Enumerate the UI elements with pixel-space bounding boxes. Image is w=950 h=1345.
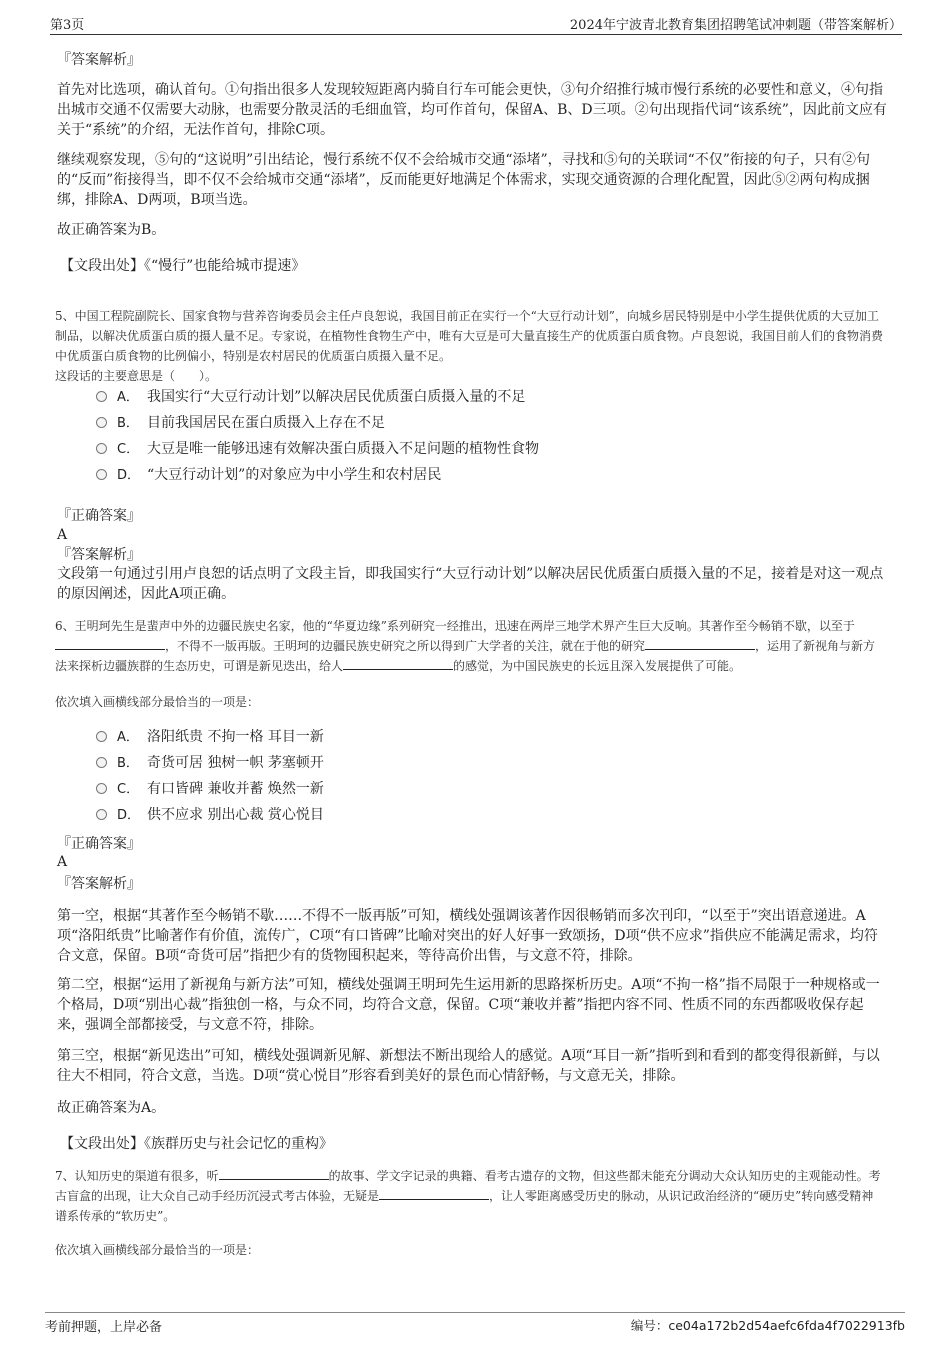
page-number: 第3页 <box>50 18 85 33</box>
option-text: 大豆是唯一能够迅速有效解决蛋白质摄入不足问题的植物性食物 <box>147 441 539 457</box>
fill-blank[interactable] <box>219 1167 329 1180</box>
q4-source: 【文段出处】《“慢行”也能给城市提速》 <box>60 258 306 274</box>
radio-icon[interactable] <box>96 809 107 820</box>
q6-answer-label: 『正确答案』 <box>57 836 141 852</box>
q4-analysis-label: 『答案解析』 <box>57 52 141 68</box>
fill-blank[interactable] <box>645 637 755 650</box>
q6-analysis-p1: 第一空，根据“其著作至今畅销不歇……不得不一版再版”可知，横线处强调该著作因很畅销而多次刊印，“以至于”突出语意递进。A项“洛阳纸贵”比喻著作有价值，流传广，C项“有口皆碑”比喻对突出的好人好事一致颂扬，D项“供不应求”指供应不能满足需求，均符合文意，保留。B项“奇货可居”指把少有的货物囤积起来，等待高价出售，与文意不符，排除。 <box>57 908 878 964</box>
option-letter: D． <box>117 808 141 823</box>
q5-option-d[interactable] <box>96 464 441 486</box>
q5-question: 这段话的主要意思是（ ）。 <box>55 369 218 383</box>
q6-stem-part: 6、王明珂先生是蜚声中外的边疆民族史名家，他的“华夏边缘”系列研究一经推出，迅速在两岸三地学术界产生巨大反响。其著作至今畅销不歇，以至于 <box>55 619 855 633</box>
footer-code <box>631 1316 905 1334</box>
radio-icon[interactable] <box>96 391 107 402</box>
q6-stem-part: ，运用了新视角与新方法来探析边疆族群的生态历史，可谓是新见迭出，给人 <box>55 639 876 673</box>
q5-answer: A <box>57 527 68 543</box>
q6-answer: A <box>57 854 68 870</box>
fill-blank[interactable] <box>379 1187 489 1200</box>
q7-prompt: 依次填入画横线部分最恰当的一项是： <box>55 1243 260 1257</box>
radio-icon[interactable] <box>96 469 107 480</box>
q6-stem-part: ，不得不一版再版。王明珂的边疆民族史研究之所以得到广大学者的关注，就在于他的研究 <box>165 639 646 653</box>
q6-analysis-label: 『答案解析』 <box>57 876 141 892</box>
option-text: 有口皆碑 兼收并蓄 焕然一新 <box>147 781 324 797</box>
q7-stem <box>55 1166 885 1226</box>
q6-option-b[interactable] <box>96 752 324 774</box>
q4-analysis-p2: 继续观察发现，⑤句的“这说明”引出结论，慢行系统不仅不会给城市交通“添堵”，寻找和⑤句的关联词“不仅”衔接的句子，只有②句的“反而”衔接得当，即不仅不会给城市交通“添堵”，反而能更好地满足个体需求，实现交通资源的合理化配置，因此⑤②两句构成捆绑，排除A、D两项，B项当选。 <box>57 152 870 208</box>
q6-stem <box>55 616 885 676</box>
q7-stem-part: 7、认知历史的渠道有很多，听 <box>55 1169 219 1183</box>
q6-source: 【文段出处】《族群历史与社会记忆的重构》 <box>60 1136 333 1152</box>
radio-icon[interactable] <box>96 443 107 454</box>
radio-icon[interactable] <box>96 757 107 768</box>
option-text: 目前我国居民在蛋白质摄入上存在不足 <box>147 415 385 431</box>
page-footer <box>45 1312 905 1335</box>
q5-option-b[interactable] <box>96 412 385 434</box>
option-text: 供不应求 别出心裁 赏心悦目 <box>147 807 324 823</box>
q4-conclusion: 故正确答案为B。 <box>57 222 166 238</box>
radio-icon[interactable] <box>96 783 107 794</box>
fill-blank[interactable] <box>343 657 453 670</box>
q5-analysis: 文段第一句通过引用卢良恕的话点明了文段主旨，即我国实行“大豆行动计划”以解决居民优质蛋白质摄入量的不足，接着是对这一观点的原因阐述，因此A项正确。 <box>57 566 884 602</box>
q5-option-c[interactable] <box>96 438 539 460</box>
option-letter: D． <box>117 468 141 483</box>
q6-analysis-p2: 第二空，根据“运用了新视角与新方法”可知，横线处强调王明珂先生运用新的思路探析历史。A项“不拘一格”指不局限于一种规格或一个格局，D项“别出心裁”指独创一格，与众不同，均符合文意，保留。C项“兼收并蓄”指把内容不同、性质不同的东西都吸收保存起来，强调全部都接受，与文意不符，排除。 <box>57 977 880 1033</box>
fill-blank[interactable] <box>55 637 165 650</box>
option-letter: B． <box>117 756 139 771</box>
option-letter: B． <box>117 416 139 431</box>
q5-option-a[interactable] <box>96 386 525 408</box>
radio-icon[interactable] <box>96 417 107 428</box>
option-letter: C． <box>117 782 140 797</box>
q7-stem-part: ，让人零距离感受历史的脉动，从识记政治经济的“硬历史”转向感受精神谱系传承的“软历史”。 <box>55 1189 874 1223</box>
option-letter: A． <box>117 390 139 405</box>
option-letter: C． <box>117 442 140 457</box>
q6-option-d[interactable] <box>96 804 324 826</box>
q6-stem-part: 的感觉，为中国民族史的长远且深入发展提供了可能。 <box>453 659 742 673</box>
q6-conclusion: 故正确答案为A。 <box>57 1100 166 1116</box>
q6-analysis-p3: 第三空，根据“新见迭出”可知，横线处强调新见解、新想法不断出现给人的感觉。A项“耳目一新”指听到和看到的都变得很新鲜，与以往大不相同，符合文意，当选。D项“赏心悦目”形容看到美好的景色而心情舒畅，与文意无关，排除。 <box>57 1048 880 1084</box>
q6-option-c[interactable] <box>96 778 324 800</box>
option-text: 我国实行“大豆行动计划”以解决居民优质蛋白质摄入量的不足 <box>147 389 526 405</box>
q5-analysis-label: 『答案解析』 <box>57 547 141 563</box>
option-letter: A． <box>117 730 139 745</box>
q4-analysis-p1: 首先对比选项，确认首句。①句指出很多人发现较短距离内骑自行车可能会更快，③句介绍推行城市慢行系统的必要性和意义，④句指出城市交通不仅需要大动脉，也需要分散灵活的毛细血管，均可作首句，保留A、B、D三项。②句出现指代词“该系统”，因此前文应有关于“系统”的介绍，无法作首句，排除C项。 <box>57 82 887 138</box>
document-title: 2024年宁波青北教育集团招聘笔试冲刺题（带答案解析） <box>569 18 902 33</box>
option-text: 奇货可居 独树一帜 茅塞顿开 <box>147 755 324 771</box>
page-header <box>50 12 902 35</box>
footer-slogan: 考前押题，上岸必备 <box>45 1320 163 1335</box>
option-text: 洛阳纸贵 不拘一格 耳目一新 <box>147 729 324 745</box>
q5-answer-label: 『正确答案』 <box>57 508 141 524</box>
q6-option-a[interactable] <box>96 726 324 748</box>
q5-stem: 5、中国工程院副院长、国家食物与营养咨询委员会主任卢良恕说，我国目前正在实行一个“大豆行动计划”，向城乡居民特别是中小学生提供优质的大豆加工制品，以解决优质蛋白质的摄人量不足。专家说，在植物性食物生产中，唯有大豆是可大量直接生产的优质蛋白质食物。卢良恕说，我国目前人们的食物消费中优质蛋白质食物的比例偏小，特别是农村居民的优质蛋白质摄入量不足。 <box>55 309 884 363</box>
footer-code-label: 编号： <box>630 1318 669 1333</box>
option-text: “大豆行动计划”的对象应为中小学生和农村居民 <box>147 467 442 483</box>
q6-prompt: 依次填入画横线部分最恰当的一项是： <box>55 695 260 709</box>
footer-code-value: ce04a172b2d54aefc6fda4f7022913fb <box>668 1318 905 1333</box>
q7-stem-part: 的故事、学文字记录的典籍、看考古遗存的文物，但这些都未能充分调动大众认知历史的主观能动性。考古盲盒的出现，让大众自己动手经历沉浸式考古体验，无疑是 <box>55 1169 881 1203</box>
radio-icon[interactable] <box>96 731 107 742</box>
